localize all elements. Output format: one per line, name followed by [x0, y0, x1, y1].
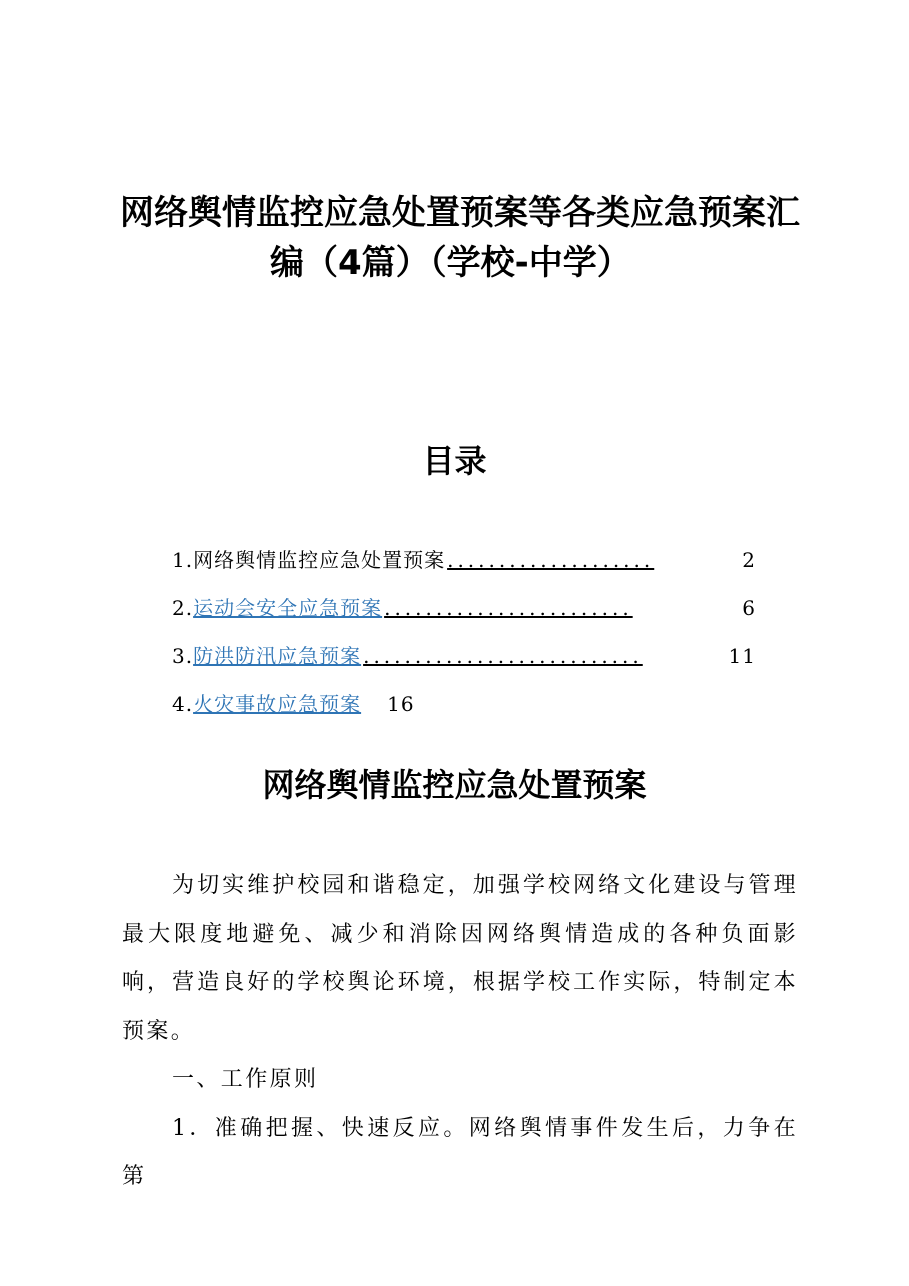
toc-page-number: 11 [728, 644, 756, 668]
toc-entry-3[interactable] [172, 636, 756, 684]
toc-entry-2[interactable] [172, 588, 756, 636]
toc-page-number: 6 [742, 596, 756, 620]
paragraph: 1．准确把握、快速反应。网络舆情事件发生后，力争在第 [122, 1115, 798, 1189]
toc-entry-4[interactable] [172, 684, 756, 732]
document-title-line-2: 编（4篇）（学校-中学） [270, 243, 631, 283]
toc-leader-dots: ........................... [363, 644, 643, 668]
toc-page-number: 2 [742, 548, 756, 572]
toc-heading: 目录 [422, 442, 487, 480]
toc-leader-dots: ........................ [384, 596, 633, 620]
toc-entry-number: 2. [172, 596, 194, 620]
toc-entry-1[interactable] [172, 540, 756, 588]
toc-entry-number: 1. [172, 548, 194, 572]
paragraph: 为切实维护校园和谐稳定，加强学校网络文化建设与管理最大限度地避免、减少和消除因网络舆情造成的各种负面影响，营造良好的学校舆论环境，根据学校工作实际，特制定本预案。 [122, 873, 798, 1044]
toc-entry-link[interactable]: 防洪防汛应急预案 [193, 644, 362, 668]
body-text [122, 862, 798, 1202]
toc-entry-number: 3. [172, 644, 194, 668]
toc-leader-dots: .................... [447, 548, 655, 572]
section-heading: 一、工作原则 [172, 1067, 319, 1092]
toc-page-number: 16 [387, 692, 415, 716]
document-title [110, 188, 810, 288]
toc-entry-number: 4. [172, 692, 194, 716]
toc-entry-link[interactable]: 运动会安全应急预案 [193, 596, 383, 620]
section-title: 网络舆情监控应急处置预案 [262, 766, 647, 804]
table-of-contents [172, 540, 756, 732]
toc-entry-link[interactable]: 火灾事故应急预案 [193, 692, 362, 716]
toc-entry-title: 网络舆情监控应急处置预案 [193, 548, 446, 572]
document-title-line-1: 网络舆情监控应急处置预案等各类应急预案汇 [120, 193, 800, 233]
